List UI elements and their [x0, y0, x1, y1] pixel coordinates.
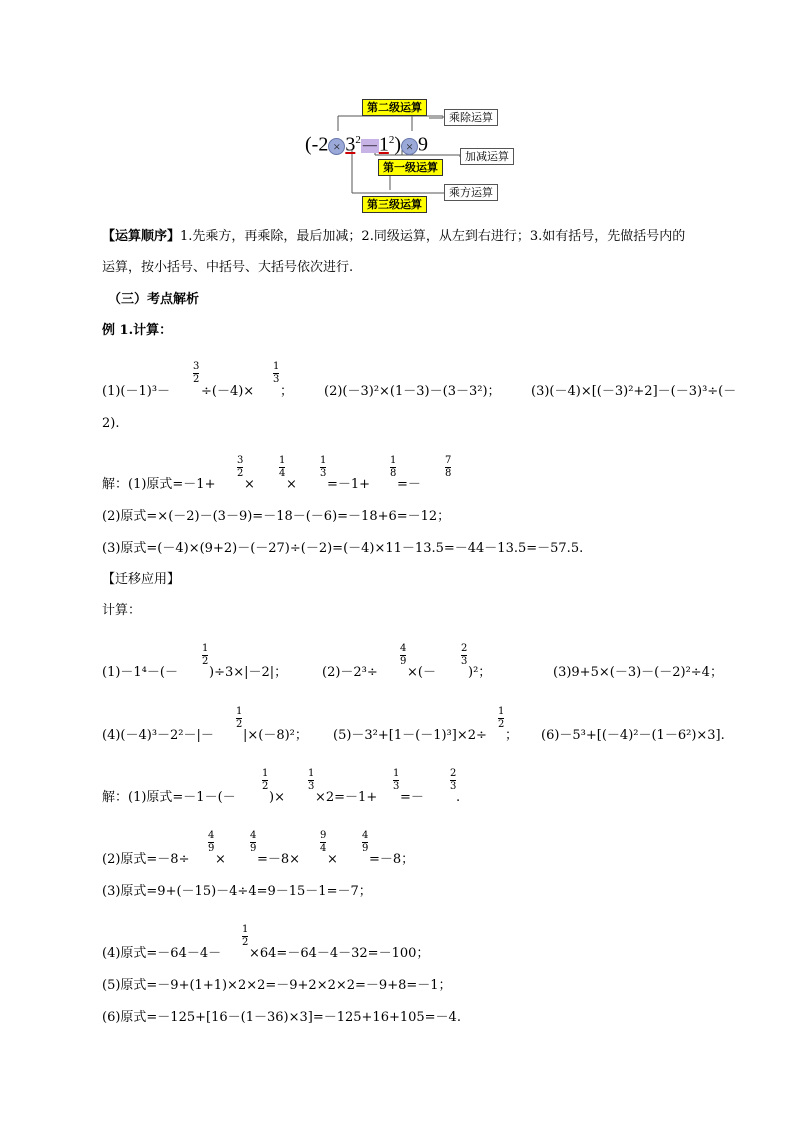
ex-s1-frac2: 1 4: [279, 455, 286, 479]
tr-q5a: (5)－3²+[1－(－1)³]×2÷: [333, 728, 487, 743]
tr-a5: (5)原式=－9+(1+1)×2×2=－9+2×2×2=－9+8=－1；: [102, 978, 452, 993]
tr-q5b: ；: [505, 728, 519, 743]
tr-a1b: )×: [269, 790, 285, 805]
ex-s1-frac1: 3 2: [237, 455, 244, 479]
tr-q3: (3)9+5×(－3)－(－2)²÷4；: [553, 665, 723, 680]
expr-exp1: 2: [355, 134, 361, 146]
tr-a4b: ×64=－64－4－32=－100；: [249, 946, 430, 961]
tr-q2a: (2)－2³÷: [322, 665, 378, 680]
ex-s1e: =－: [397, 477, 421, 492]
level2-label: 第二级运算: [362, 99, 427, 116]
tr-a2-frac3: 9 4: [320, 830, 327, 854]
tr-a2-frac1: 4 9: [208, 830, 215, 854]
expression: [305, 129, 428, 156]
tr-q1a: (1)－1⁴－(－: [102, 665, 178, 680]
expr-base1: 3: [345, 133, 356, 156]
mul-div-label: 乘除运算: [444, 109, 498, 126]
section-heading: （三）考点解析: [108, 292, 200, 307]
tr-a1-frac3: 1 3: [393, 768, 400, 792]
power-label: 乘方运算: [444, 184, 498, 201]
ex-p2: (2)(－3)²×(1－3)－(3－3²)；: [324, 384, 501, 399]
tr-a2-frac2: 4 9: [250, 830, 257, 854]
ex-s1-frac3: 1 3: [320, 455, 327, 479]
tr-a2d: ×: [327, 852, 338, 867]
tr-a1a: 解：(1)原式=－1－(－: [102, 790, 236, 805]
order-text-1: 1.先乘方，再乘除，最后加减；2.同级运算，从左到右进行；3.如有括号，先做括号内的: [180, 229, 686, 244]
tr-a1-frac1: 1 2: [262, 768, 269, 792]
ex-p3: (3)(－4)×[(－3)²+2]－(－3)³÷(－: [531, 384, 737, 399]
tr-a1c: ×2=－1+: [315, 790, 378, 805]
ex-s1a: 解：(1)原式=－1+: [102, 477, 216, 492]
tr-q6: (6)－5³+[(－4)²－(1－6²)×3].: [541, 728, 725, 743]
add-sub-label: 加减运算: [460, 148, 514, 165]
order-label: 【运算顺序】: [102, 229, 181, 244]
example-title: 例 1.计算：: [102, 323, 173, 338]
tr-a1e: .: [456, 790, 461, 805]
ex-p1c: ；: [280, 384, 294, 399]
ex-s1-frac5: 7 8: [445, 455, 452, 479]
tr-q2b: ×(－: [407, 665, 436, 680]
transfer-calc: 计算：: [102, 603, 142, 618]
tr-a2c: =－8×: [257, 852, 301, 867]
tr-q1b: )÷3×|－2|；: [209, 665, 288, 680]
ex-p1-frac1: 3 2: [193, 361, 200, 385]
order-paragraph-line1: [102, 229, 685, 245]
tr-q4b: |×(－8)²；: [243, 728, 308, 743]
tr-a1-frac2: 1 3: [308, 768, 315, 792]
times-circle-2: ×: [401, 138, 418, 155]
tr-a4a: (4)原式=－64－4－: [102, 946, 222, 961]
ex-s1d: =－1+: [327, 477, 371, 492]
tr-a1d: =－: [400, 790, 424, 805]
tr-q2-frac2: 2 3: [461, 643, 468, 667]
expr-base2: 1: [378, 133, 389, 156]
ex-s1c: ×: [286, 477, 297, 492]
tr-q2-frac1: 4 9: [400, 643, 407, 667]
tr-a2e: =－8；: [369, 852, 415, 867]
ex-p3-cont: 2).: [102, 416, 120, 431]
tr-q4-frac: 1 2: [236, 706, 243, 730]
ex-s1b: ×: [244, 477, 255, 492]
level1-label: 第一级运算: [378, 159, 443, 176]
minus-box: —: [362, 138, 377, 154]
tr-a4-frac: 1 2: [242, 924, 249, 948]
tr-q4a: (4)(－4)³－2²－|－: [102, 728, 214, 743]
tr-a2a: (2)原式=－8÷: [102, 852, 190, 867]
tr-a2-frac4: 4 9: [362, 830, 369, 854]
ex-s2: (2)原式=×(－2)－(3－9)=－18－(－6)=－18+6=－12；: [102, 509, 451, 524]
tr-a1-frac4: 2 3: [450, 768, 457, 792]
tr-q2c: )²；: [468, 665, 492, 680]
level3-label: 第三级运算: [362, 196, 427, 213]
tr-a2b: ×: [215, 852, 226, 867]
transfer-title: 【迁移应用】: [102, 572, 181, 587]
ex-p1-frac2: 1 3: [273, 361, 280, 385]
expr-exp2: 2: [388, 134, 395, 146]
expr-nine: 9: [418, 133, 428, 156]
order-text-2: 运算，按小括号、中括号、大括号依次进行.: [102, 260, 354, 275]
tr-a3: (3)原式=9+(－15)－4÷4=9－15－1=－7；: [102, 884, 372, 899]
ex-s1-frac4: 1 8: [390, 455, 397, 479]
expr-close: ): [394, 133, 401, 156]
ex-s3: (3)原式=(－4)×(9+2)－(－27)÷(－2)=(－4)×11－13.5=－44－13.5=－57.5.: [102, 541, 584, 556]
tr-a6: (6)原式=－125+[16－(1－36)×3]=－125+16+105=－4.: [102, 1010, 461, 1025]
tr-q1-frac: 1 2: [202, 643, 209, 667]
times-circle: ×: [328, 138, 345, 155]
expr-open: (-2: [305, 133, 329, 156]
tr-q5-frac: 1 2: [498, 706, 505, 730]
ex-p1b: ÷(－4)×: [201, 384, 255, 399]
ex-p1a: (1)(－1)³－: [102, 384, 171, 399]
